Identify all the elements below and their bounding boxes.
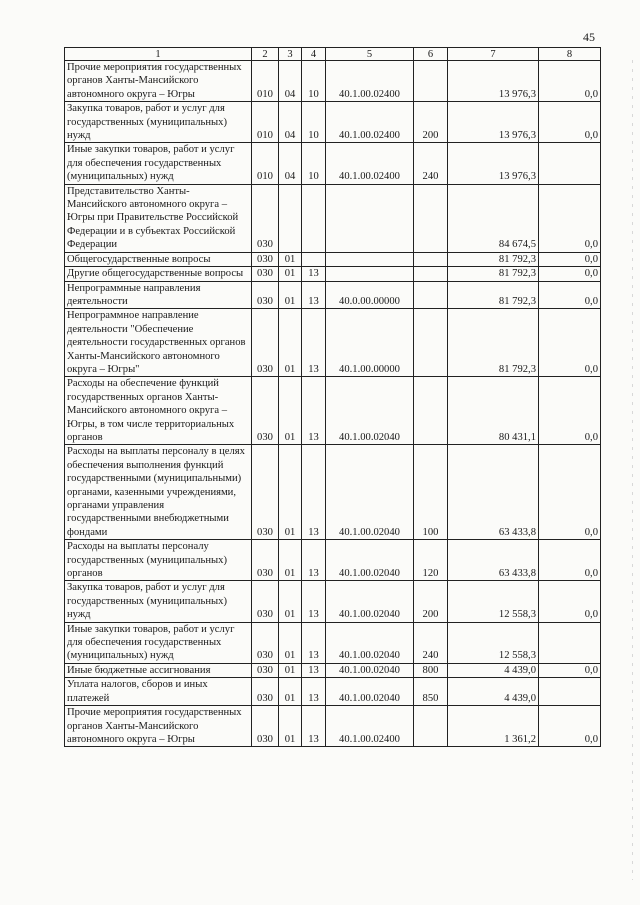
- row-name-cell: Общегосударственные вопросы: [65, 252, 252, 266]
- section-code-cell: 04: [279, 102, 302, 143]
- amount-cell: 80 431,1: [448, 377, 539, 445]
- budget-table: [64, 47, 601, 747]
- subsection-code-cell: [302, 184, 326, 252]
- target-article-cell: 40.1.00.02040: [326, 663, 414, 677]
- row-name-cell: Иные закупки товаров, работ и услуг для обеспечения государственных (муниципальных) нужд: [65, 622, 252, 663]
- header-cell: 3: [279, 48, 302, 61]
- amount-cell: 4 439,0: [448, 678, 539, 706]
- amount-cell: 13 976,3: [448, 102, 539, 143]
- table-row: [65, 61, 601, 102]
- expense-type-cell: [414, 252, 448, 266]
- subsection-code-cell: 13: [302, 445, 326, 540]
- subsection-code-cell: 13: [302, 581, 326, 622]
- subsection-code-cell: 13: [302, 663, 326, 677]
- section-code-cell: 01: [279, 581, 302, 622]
- subsection-code-cell: 10: [302, 102, 326, 143]
- section-code-cell: 01: [279, 540, 302, 581]
- header-cell: 5: [326, 48, 414, 61]
- amount-extra-cell: 0,0: [539, 102, 601, 143]
- amount-cell: 84 674,5: [448, 184, 539, 252]
- subsection-code-cell: 13: [302, 377, 326, 445]
- table-row: [65, 377, 601, 445]
- amount-extra-cell: [539, 622, 601, 663]
- table-row: [65, 281, 601, 309]
- ministry-code-cell: 010: [252, 143, 279, 184]
- section-code-cell: 01: [279, 377, 302, 445]
- amount-extra-cell: 0,0: [539, 581, 601, 622]
- header-cell: 7: [448, 48, 539, 61]
- table-row: [65, 706, 601, 747]
- row-name-cell: Иные бюджетные ассигнования: [65, 663, 252, 677]
- target-article-cell: 40.1.00.02040: [326, 678, 414, 706]
- ministry-code-cell: 030: [252, 281, 279, 309]
- row-name-cell: Прочие мероприятия государственных органов Ханты-Мансийского автономного округа – Югры: [65, 61, 252, 102]
- subsection-code-cell: 13: [302, 622, 326, 663]
- section-code-cell: 01: [279, 252, 302, 266]
- table-row: [65, 678, 601, 706]
- expense-type-cell: 800: [414, 663, 448, 677]
- amount-extra-cell: 0,0: [539, 540, 601, 581]
- table-row: [65, 309, 601, 377]
- table-row: [65, 540, 601, 581]
- target-article-cell: [326, 267, 414, 281]
- section-code-cell: 01: [279, 267, 302, 281]
- amount-cell: 63 433,8: [448, 445, 539, 540]
- row-name-cell: Непрограммные направления деятельности: [65, 281, 252, 309]
- ministry-code-cell: 030: [252, 678, 279, 706]
- expense-type-cell: [414, 377, 448, 445]
- ministry-code-cell: 030: [252, 445, 279, 540]
- expense-type-cell: [414, 281, 448, 309]
- target-article-cell: 40.1.00.02040: [326, 581, 414, 622]
- target-article-cell: 40.1.00.02040: [326, 377, 414, 445]
- expense-type-cell: [414, 267, 448, 281]
- subsection-code-cell: 13: [302, 267, 326, 281]
- row-name-cell: Прочие мероприятия государственных органов Ханты-Мансийского автономного округа – Югры: [65, 706, 252, 747]
- ministry-code-cell: 030: [252, 309, 279, 377]
- amount-extra-cell: 0,0: [539, 184, 601, 252]
- row-name-cell: Представительство Ханты-Мансийского автономного округа – Югры при Правительстве Российской Федерации и в субъектах Российской Федерации: [65, 184, 252, 252]
- target-article-cell: 40.1.00.02400: [326, 143, 414, 184]
- row-name-cell: Уплата налогов, сборов и иных платежей: [65, 678, 252, 706]
- ministry-code-cell: 030: [252, 377, 279, 445]
- expense-type-cell: 240: [414, 622, 448, 663]
- subsection-code-cell: 13: [302, 706, 326, 747]
- header-cell: 1: [65, 48, 252, 61]
- ministry-code-cell: 030: [252, 540, 279, 581]
- amount-cell: 81 792,3: [448, 281, 539, 309]
- ministry-code-cell: 030: [252, 267, 279, 281]
- ministry-code-cell: 030: [252, 252, 279, 266]
- amount-extra-cell: 0,0: [539, 663, 601, 677]
- target-article-cell: 40.1.00.02400: [326, 61, 414, 102]
- target-article-cell: [326, 252, 414, 266]
- ministry-code-cell: 030: [252, 706, 279, 747]
- subsection-code-cell: 13: [302, 678, 326, 706]
- amount-cell: 4 439,0: [448, 663, 539, 677]
- table-row: [65, 267, 601, 281]
- subsection-code-cell: 13: [302, 540, 326, 581]
- amount-extra-cell: 0,0: [539, 252, 601, 266]
- page-number: 45: [583, 30, 595, 44]
- table-row: [65, 663, 601, 677]
- amount-extra-cell: 0,0: [539, 706, 601, 747]
- amount-extra-cell: 0,0: [539, 281, 601, 309]
- expense-type-cell: 120: [414, 540, 448, 581]
- amount-extra-cell: 0,0: [539, 267, 601, 281]
- amount-cell: 1 361,2: [448, 706, 539, 747]
- section-code-cell: 01: [279, 678, 302, 706]
- row-name-cell: Расходы на выплаты персоналу в целях обеспечения выполнения функций государственными (муниципальными) органами, казенными учреждениями, органами управления государственными внебюджетными фондами: [65, 445, 252, 540]
- amount-cell: 13 976,3: [448, 61, 539, 102]
- expense-type-cell: 200: [414, 581, 448, 622]
- target-article-cell: 40.1.00.02400: [326, 706, 414, 747]
- subsection-code-cell: 10: [302, 143, 326, 184]
- header-cell: 8: [539, 48, 601, 61]
- amount-extra-cell: 0,0: [539, 445, 601, 540]
- row-name-cell: Иные закупки товаров, работ и услуг для обеспечения государственных (муниципальных) нужд: [65, 143, 252, 184]
- section-code-cell: [279, 184, 302, 252]
- ministry-code-cell: 030: [252, 581, 279, 622]
- section-code-cell: 04: [279, 143, 302, 184]
- subsection-code-cell: 13: [302, 281, 326, 309]
- subsection-code-cell: 10: [302, 61, 326, 102]
- expense-type-cell: 200: [414, 102, 448, 143]
- amount-extra-cell: 0,0: [539, 61, 601, 102]
- ministry-code-cell: 010: [252, 61, 279, 102]
- table-row: [65, 581, 601, 622]
- ministry-code-cell: 010: [252, 102, 279, 143]
- section-code-cell: 01: [279, 445, 302, 540]
- row-name-cell: Другие общегосударственные вопросы: [65, 267, 252, 281]
- subsection-code-cell: [302, 252, 326, 266]
- target-article-cell: 40.0.00.00000: [326, 281, 414, 309]
- target-article-cell: 40.1.00.02040: [326, 622, 414, 663]
- header-cell: 6: [414, 48, 448, 61]
- row-name-cell: Закупка товаров, работ и услуг для государственных (муниципальных) нужд: [65, 581, 252, 622]
- section-code-cell: 01: [279, 706, 302, 747]
- amount-cell: 81 792,3: [448, 267, 539, 281]
- section-code-cell: 01: [279, 309, 302, 377]
- scan-edge-noise: [632, 60, 633, 880]
- table-row: [65, 102, 601, 143]
- ministry-code-cell: 030: [252, 622, 279, 663]
- section-code-cell: 01: [279, 622, 302, 663]
- amount-extra-cell: 0,0: [539, 309, 601, 377]
- amount-cell: 81 792,3: [448, 309, 539, 377]
- amount-cell: 63 433,8: [448, 540, 539, 581]
- table-row: [65, 445, 601, 540]
- subsection-code-cell: 13: [302, 309, 326, 377]
- header-cell: 2: [252, 48, 279, 61]
- expense-type-cell: 100: [414, 445, 448, 540]
- ministry-code-cell: 030: [252, 663, 279, 677]
- amount-extra-cell: [539, 143, 601, 184]
- row-name-cell: Расходы на обеспечение функций государственных органов Ханты-Мансийского автономного округа – Югры, в том числе территориальных органов: [65, 377, 252, 445]
- table-row: [65, 143, 601, 184]
- section-code-cell: 01: [279, 281, 302, 309]
- amount-cell: 81 792,3: [448, 252, 539, 266]
- section-code-cell: 04: [279, 61, 302, 102]
- target-article-cell: 40.1.00.02400: [326, 102, 414, 143]
- amount-cell: 12 558,3: [448, 581, 539, 622]
- amount-cell: 13 976,3: [448, 143, 539, 184]
- expense-type-cell: 240: [414, 143, 448, 184]
- target-article-cell: 40.1.00.02040: [326, 445, 414, 540]
- section-code-cell: 01: [279, 663, 302, 677]
- expense-type-cell: [414, 184, 448, 252]
- amount-extra-cell: [539, 678, 601, 706]
- expense-type-cell: [414, 706, 448, 747]
- expense-type-cell: [414, 309, 448, 377]
- row-name-cell: Закупка товаров, работ и услуг для государственных (муниципальных) нужд: [65, 102, 252, 143]
- amount-extra-cell: 0,0: [539, 377, 601, 445]
- expense-type-cell: [414, 61, 448, 102]
- row-name-cell: Расходы на выплаты персоналу государственных (муниципальных) органов: [65, 540, 252, 581]
- ministry-code-cell: 030: [252, 184, 279, 252]
- row-name-cell: Непрограммное направление деятельности "Обеспечение деятельности государственных органов Ханты-Мансийского автономного округа – Югры": [65, 309, 252, 377]
- target-article-cell: 40.1.00.00000: [326, 309, 414, 377]
- table-row: [65, 252, 601, 266]
- target-article-cell: [326, 184, 414, 252]
- amount-cell: 12 558,3: [448, 622, 539, 663]
- header-cell: 4: [302, 48, 326, 61]
- table-row: [65, 622, 601, 663]
- table-row: [65, 184, 601, 252]
- expense-type-cell: 850: [414, 678, 448, 706]
- header-row: [65, 48, 601, 61]
- target-article-cell: 40.1.00.02040: [326, 540, 414, 581]
